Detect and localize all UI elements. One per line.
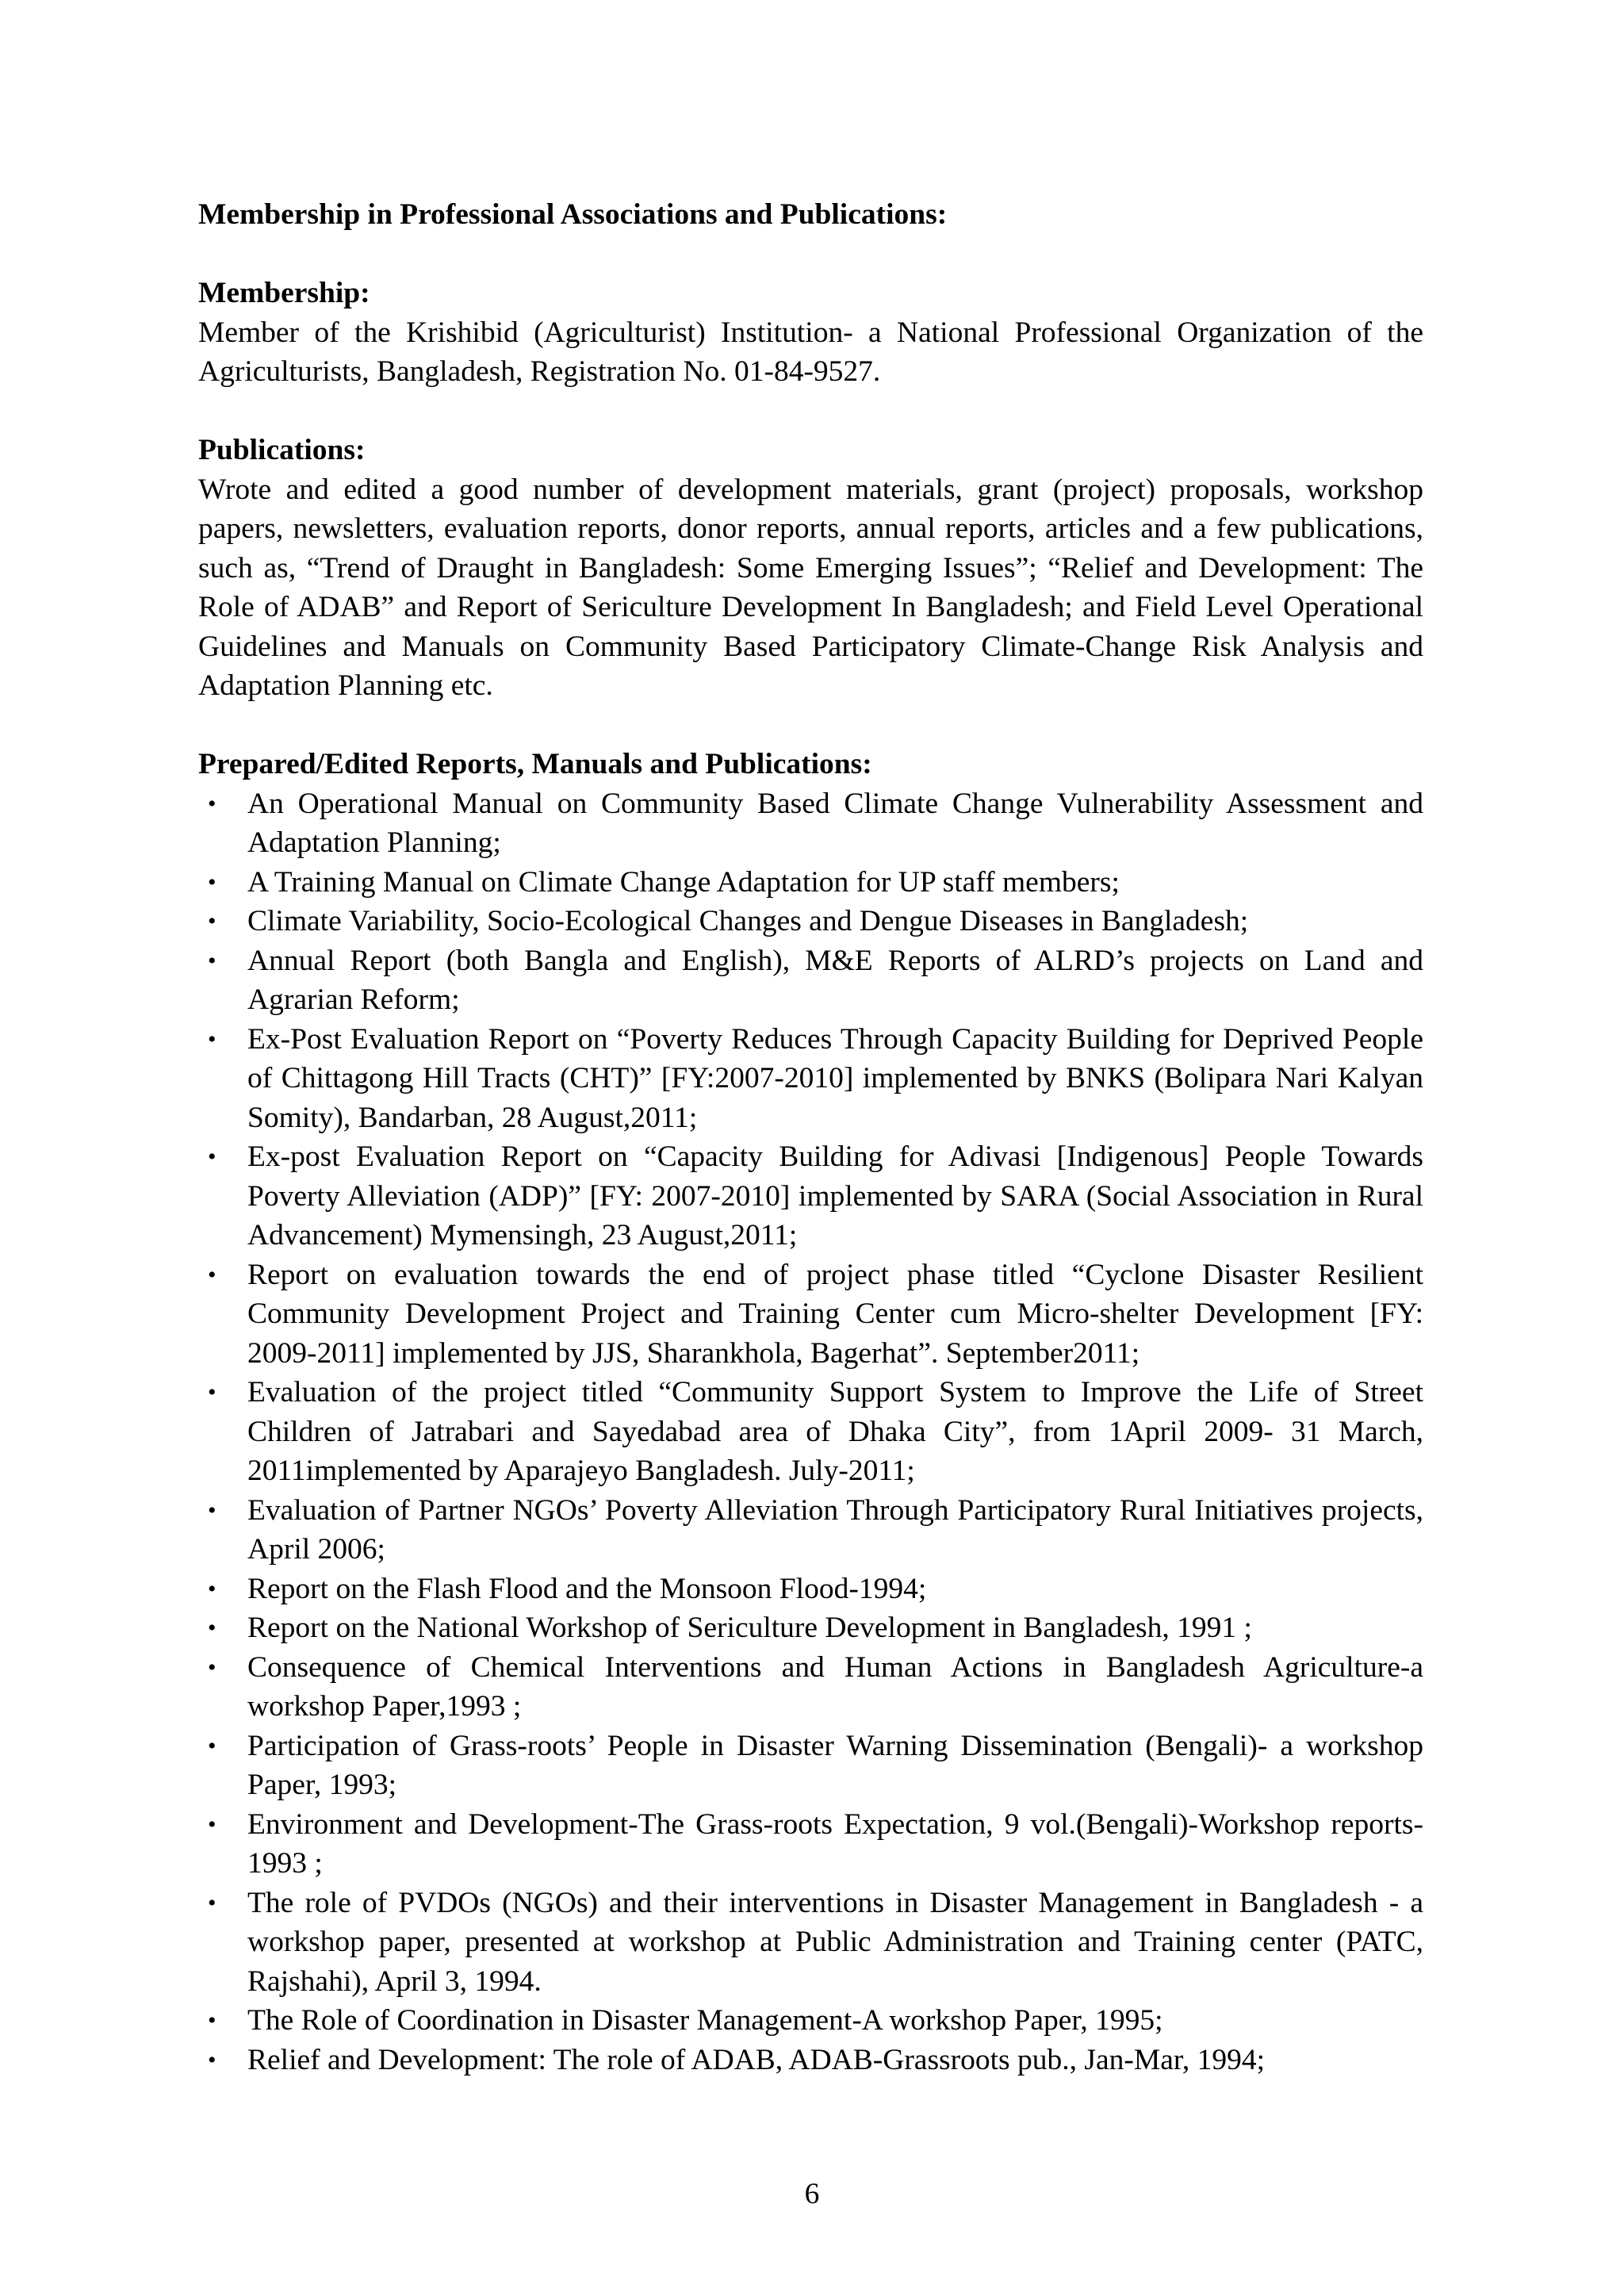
membership-text: Member of the Krishibid (Agriculturist) Institution- a National Professional Organization of the Agriculturists, Bangladesh, Registration No. 01-84-9527.	[198, 316, 1423, 388]
list-item	[198, 2001, 1423, 2041]
list-item	[198, 941, 1423, 1020]
list-item	[198, 784, 1423, 863]
document-page	[198, 195, 1423, 2079]
bullet-icon: •	[208, 947, 216, 974]
list-item-text: Consequence of Chemical Interventions and Human Actions in Bangladesh Agriculture-a workshop Paper,1993 ;	[247, 1650, 1423, 1723]
bullet-icon: •	[208, 1575, 216, 1602]
list-item	[198, 2041, 1423, 2080]
bullet-icon: •	[208, 2007, 216, 2033]
list-item-text: Ex-post Evaluation Report on “Capacity Building for Adivasi [Indigenous] People Towards Poverty Alleviation (ADP)” [FY: 2007-2010] implemented by SARA (Social Association in Rural Advancement) Mymensingh, 23 August,2011;	[247, 1140, 1423, 1251]
bullet-icon: •	[208, 1654, 216, 1681]
list-item-text: Evaluation of the project titled “Community Support System to Improve the Life of Street Children of Jatrabari and Sayedabad area of Dhaka City”, from 1April 2009- 31 March, 2011implemented by Aparajeyo Bangladesh. July-2011;	[247, 1376, 1423, 1487]
list-item	[198, 1805, 1423, 1884]
bullet-icon: •	[208, 1261, 216, 1288]
list-item-text: Environment and Development-The Grass-roots Expectation, 9 vol.(Bengali)-Workshop reports-1993 ;	[247, 1807, 1423, 1880]
list-item	[198, 1491, 1423, 1570]
section-title: Membership in Professional Associations and Publications:	[198, 198, 948, 231]
list-item-text: Participation of Grass-roots’ People in Disaster Warning Dissemination (Bengali)- a workshop Paper, 1993;	[247, 1729, 1423, 1801]
bullet-icon: •	[208, 1025, 216, 1052]
list-item-text: The role of PVDOs (NGOs) and their interventions in Disaster Management in Bangladesh - a workshop paper, presented at workshop at Public Administration and Training center (PATC, Rajshahi), April 3, 1994.	[247, 1886, 1423, 1998]
list-item	[198, 1255, 1423, 1374]
list-item-text: Annual Report (both Bangla and English), M&E Reports of ALRD’s projects on Land and Agrarian Reform;	[247, 944, 1423, 1016]
list-item	[198, 902, 1423, 941]
list-item	[198, 863, 1423, 903]
reports-list	[198, 784, 1423, 2080]
bullet-icon: •	[208, 1144, 216, 1170]
bullet-icon: •	[208, 1732, 216, 1759]
list-item	[198, 1373, 1423, 1491]
membership-heading: Membership:	[198, 277, 370, 309]
list-item-text: Evaluation of Partner NGOs’ Poverty Alleviation Through Participatory Rural Initiatives projects, April 2006;	[247, 1493, 1423, 1566]
list-item	[198, 1648, 1423, 1727]
publications-heading: Publications:	[198, 434, 366, 466]
list-item	[198, 1884, 1423, 2002]
bullet-icon: •	[208, 1615, 216, 1641]
bullet-icon: •	[208, 1497, 216, 1524]
list-item-text: Ex-Post Evaluation Report on “Poverty Reduces Through Capacity Building for Deprived People of Chittagong Hill Tracts (CHT)” [FY:2007-2010] implemented by BNKS (Bolipara Nari Kalyan Somity), Bandarban, 28 August,2011;	[247, 1022, 1423, 1134]
bullet-icon: •	[208, 1889, 216, 1916]
list-item-text: Relief and Development: The role of ADAB, ADAB-Grassroots pub., Jan-Mar, 1994;	[247, 2043, 1266, 2076]
list-item-text: A Training Manual on Climate Change Adaptation for UP staff members;	[247, 865, 1120, 899]
list-item	[198, 1727, 1423, 1805]
page-number: 6	[804, 2178, 820, 2210]
list-item-text: Climate Variability, Socio-Ecological Changes and Dengue Diseases in Bangladesh;	[247, 905, 1249, 937]
bullet-icon: •	[208, 2046, 216, 2073]
bullet-icon: •	[208, 1811, 216, 1838]
list-item-text: An Operational Manual on Community Based Climate Change Vulnerability Assessment and Adaptation Planning;	[247, 787, 1423, 859]
list-item-text: Report on the Flash Flood and the Monsoon Flood-1994;	[247, 1572, 927, 1605]
list-item-text: Report on the National Workshop of Sericulture Development in Bangladesh, 1991 ;	[247, 1612, 1252, 1644]
bullet-icon: •	[208, 908, 216, 934]
list-item	[198, 1570, 1423, 1609]
bullet-icon: •	[208, 1379, 216, 1405]
list-item	[198, 1020, 1423, 1138]
list-item-text: The Role of Coordination in Disaster Management-A workshop Paper, 1995;	[247, 2004, 1163, 2037]
publications-text: Wrote and edited a good number of development materials, grant (project) proposals, workshop papers, newsletters, evaluation reports, donor reports, annual reports, articles and a few publications, such as, “Trend of Draught in Bangladesh: Some Emerging Issues”; “Relief and Development: The Role of ADAB” and Report of Sericulture Development In Bangladesh; and Field Level Operational Guidelines and Manuals on Community Based Participatory Climate-Change Risk Analysis and Adaptation Planning etc.	[198, 473, 1423, 702]
list-item	[198, 1137, 1423, 1255]
bullet-icon: •	[208, 868, 216, 895]
list-item	[198, 1608, 1423, 1648]
bullet-icon: •	[208, 790, 216, 817]
reports-heading: Prepared/Edited Reports, Manuals and Publications:	[198, 748, 872, 780]
list-item-text: Report on evaluation towards the end of project phase titled “Cyclone Disaster Resilient Community Development Project and Training Center cum Micro-shelter Development [FY: 2009-2011] implemented by JJS, Sharankhola, Bagerhat”. September2011;	[247, 1258, 1423, 1370]
